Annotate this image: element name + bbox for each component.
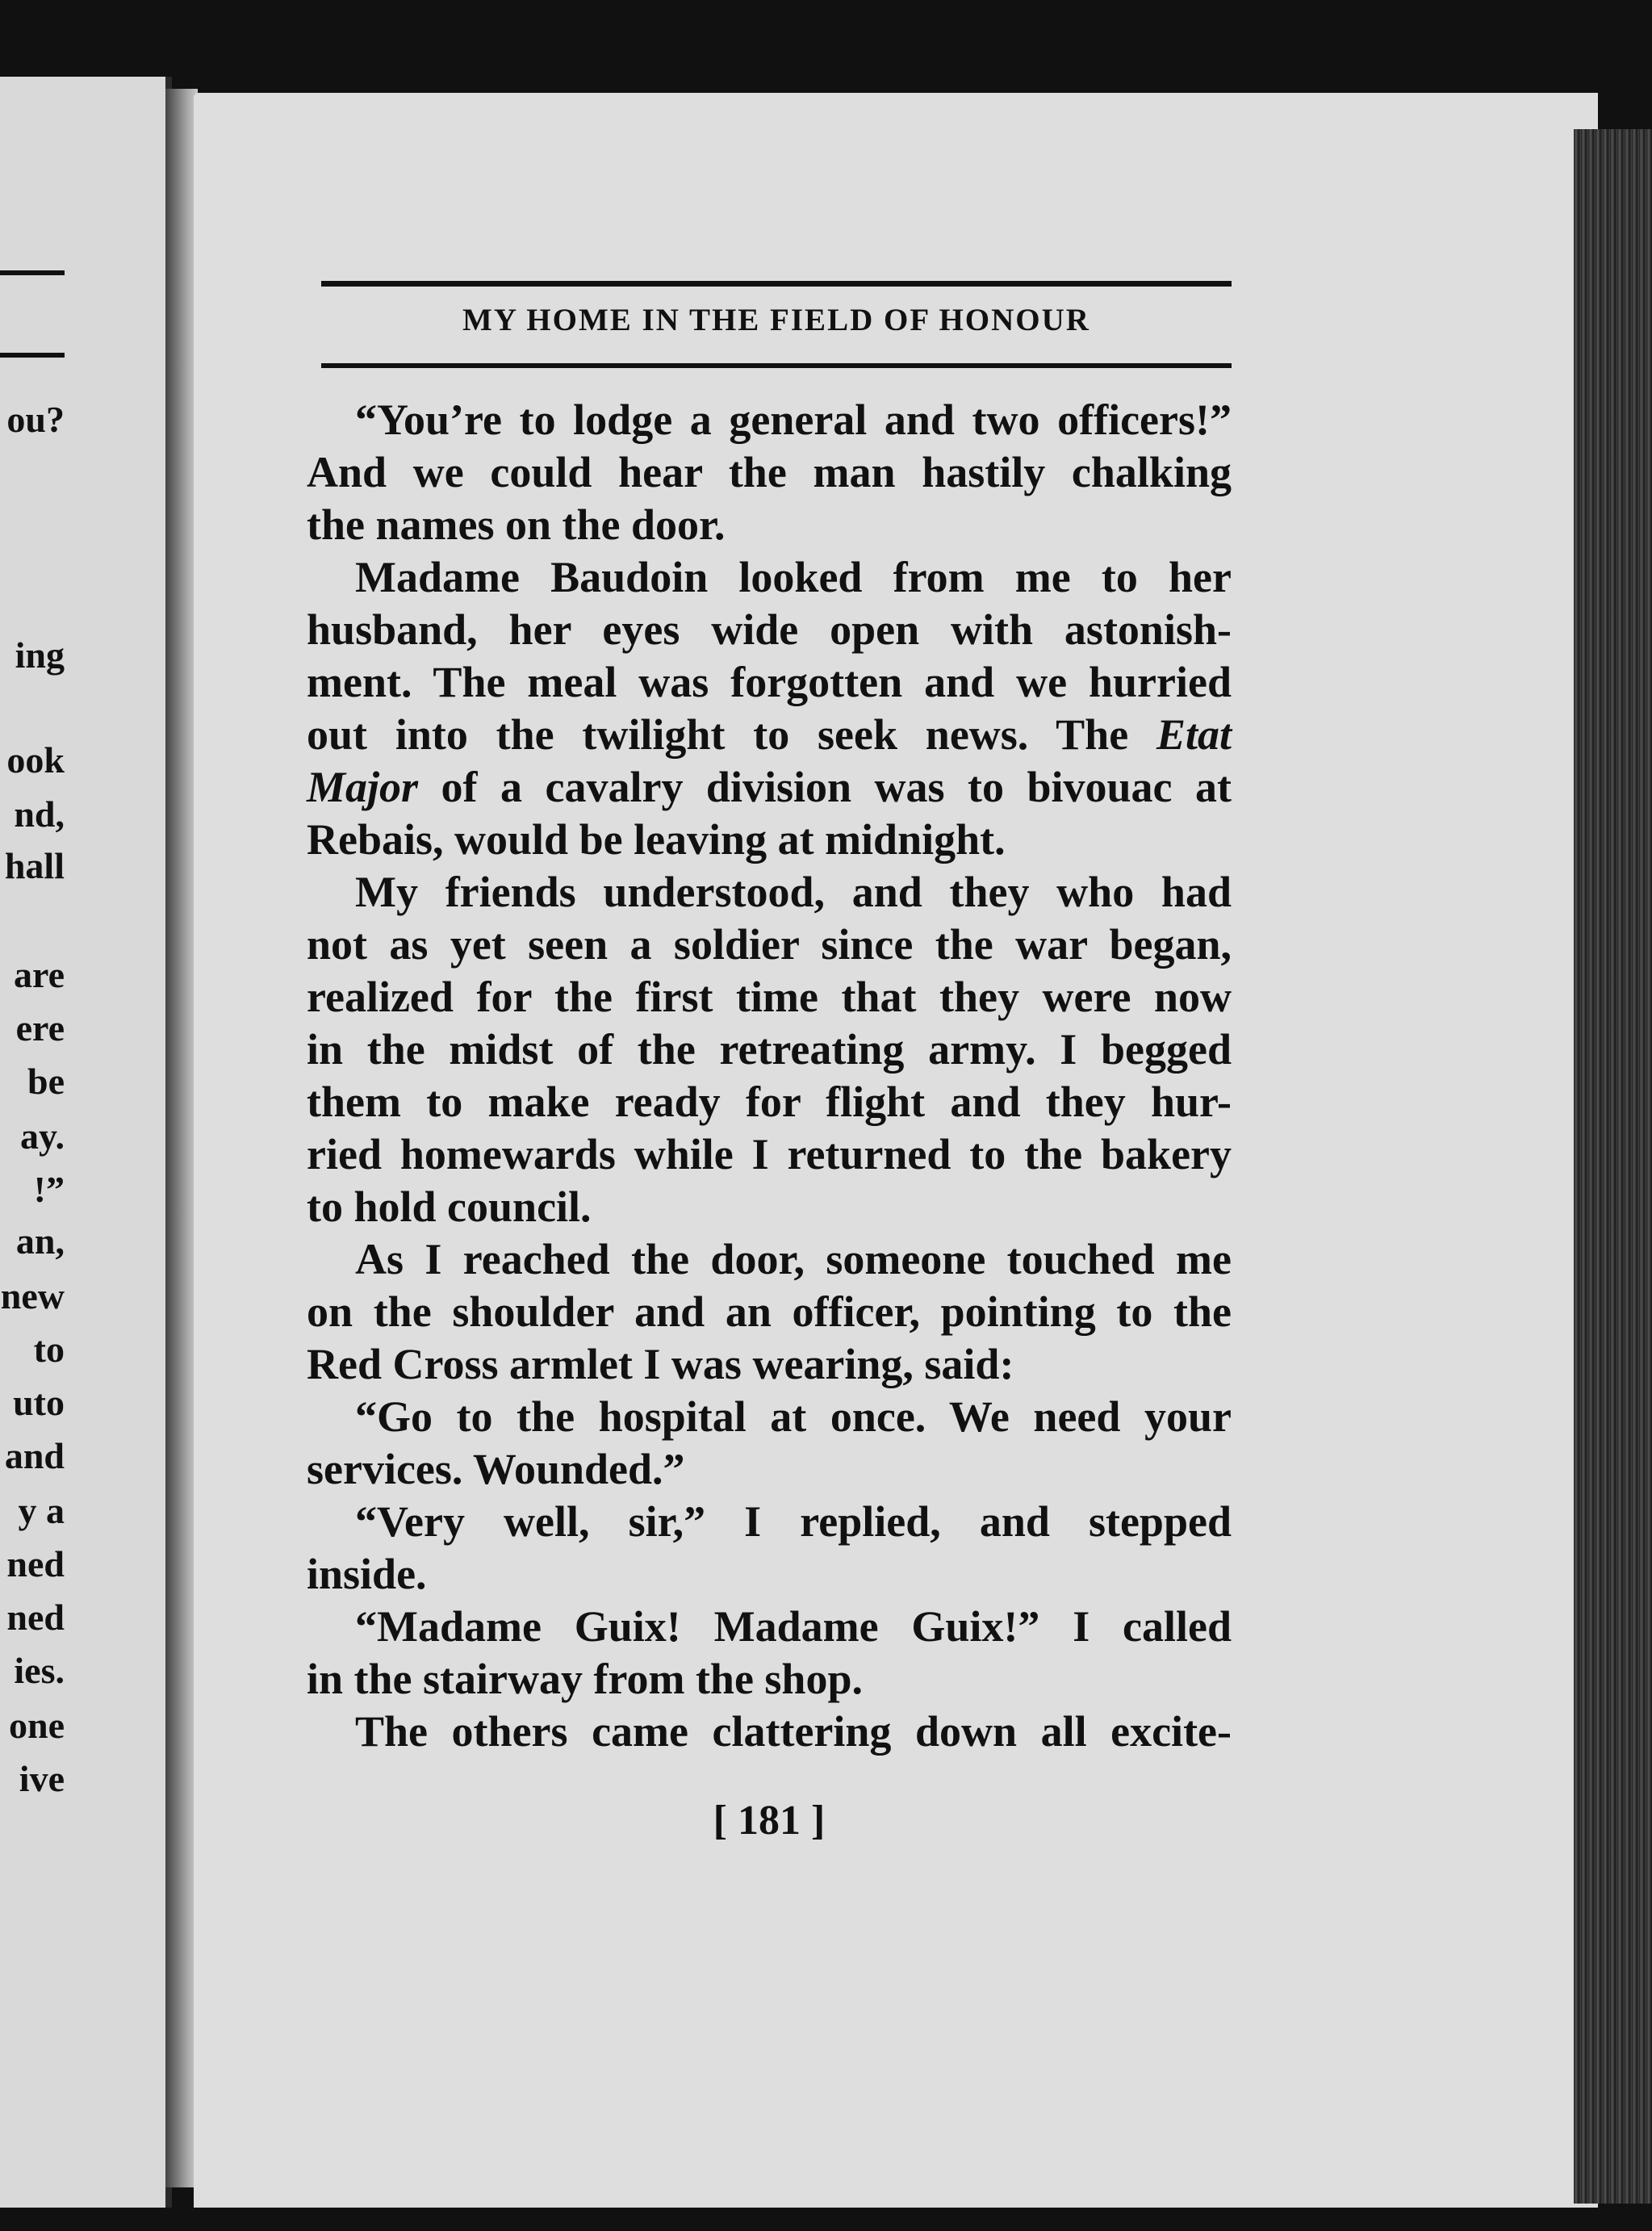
left-fragment: uto xyxy=(13,1382,65,1423)
left-fragment: ook xyxy=(6,739,65,781)
left-fragment: an, xyxy=(15,1220,65,1262)
text-line: to hold council. xyxy=(307,1182,592,1231)
text-line: inside. xyxy=(307,1550,427,1598)
text-line xyxy=(307,761,1232,814)
page-edge-stack xyxy=(1574,129,1652,2204)
text-line: My friends understood, and they who had xyxy=(355,868,1232,916)
text-line: “Madame Guix! Madame Guix!” I called xyxy=(355,1602,1232,1651)
text-line: husband, her eyes wide open with astonish- xyxy=(307,605,1232,654)
running-head: MY HOME IN THE FIELD OF HONOUR xyxy=(462,303,1090,337)
left-facing-page xyxy=(0,77,172,2208)
left-fragment: new xyxy=(0,1275,65,1316)
left-fragment: ive xyxy=(19,1758,65,1799)
left-fragment: are xyxy=(13,954,65,995)
left-page-rule-top xyxy=(0,270,65,275)
left-fragment: ing xyxy=(15,634,65,676)
left-fragment: y a xyxy=(18,1490,65,1531)
left-fragment: ay. xyxy=(20,1116,65,1157)
text-line: “You’re to lodge a general and two officers!” xyxy=(355,396,1232,444)
left-fragment: ned xyxy=(6,1597,65,1638)
page-number: [ 181 ] xyxy=(713,1798,826,1844)
left-fragment: and xyxy=(4,1435,65,1476)
left-fragment: hall xyxy=(4,845,65,886)
text-line: “Go to the hospital at once. We need your xyxy=(355,1392,1232,1441)
left-fragment: ies. xyxy=(14,1650,65,1691)
text-line: Rebais, would be leaving at midnight. xyxy=(307,815,1006,864)
header-rule-bottom xyxy=(321,363,1232,368)
left-fragment: ned xyxy=(6,1543,65,1584)
text-line: services. Wounded.” xyxy=(307,1445,685,1493)
text-line: in the stairway from the shop. xyxy=(307,1655,864,1703)
text-line: ried homewards while I returned to the bakery xyxy=(307,1130,1232,1178)
body-text xyxy=(307,394,1232,1758)
text-line: “Very well, sir,” I replied, and stepped xyxy=(355,1497,1232,1546)
left-fragment: one xyxy=(9,1705,65,1746)
text-segment: out into the twilight to seek news. The xyxy=(307,710,1156,759)
text-segment: of a cavalry division was to bivouac at xyxy=(418,763,1232,811)
left-fragment: be xyxy=(27,1061,65,1102)
book-gutter xyxy=(165,89,198,2187)
text-line: ment. The meal was forgotten and we hurried xyxy=(307,658,1232,706)
text-line: the names on the door. xyxy=(307,500,726,549)
italic-term: Etat xyxy=(1156,710,1232,759)
left-fragment: ou? xyxy=(6,399,65,440)
text-line: them to make ready for flight and they hur- xyxy=(307,1078,1232,1126)
left-page-rule-bottom xyxy=(0,353,65,358)
text-line xyxy=(307,709,1232,761)
italic-term: Major xyxy=(307,763,419,811)
text-line: realized for the first time that they were now xyxy=(307,973,1232,1021)
text-line: The others came clattering down all excite- xyxy=(355,1707,1232,1756)
left-fragment: !” xyxy=(33,1169,65,1210)
left-fragment: to xyxy=(33,1329,65,1370)
text-line: Madame Baudoin looked from me to her xyxy=(355,553,1232,601)
text-line: As I reached the door, someone touched me xyxy=(355,1235,1232,1283)
left-fragment: nd, xyxy=(14,793,65,835)
text-line: And we could hear the man hastily chalking xyxy=(307,448,1232,496)
text-line: on the shoulder and an officer, pointing to the xyxy=(307,1287,1232,1336)
header-rule-top xyxy=(321,281,1232,287)
text-line: in the midst of the retreating army. I begged xyxy=(307,1025,1232,1074)
text-line: not as yet seen a soldier since the war began, xyxy=(307,920,1232,969)
left-fragment: ere xyxy=(15,1007,65,1049)
text-line: Red Cross armlet I was wearing, said: xyxy=(307,1340,1014,1388)
